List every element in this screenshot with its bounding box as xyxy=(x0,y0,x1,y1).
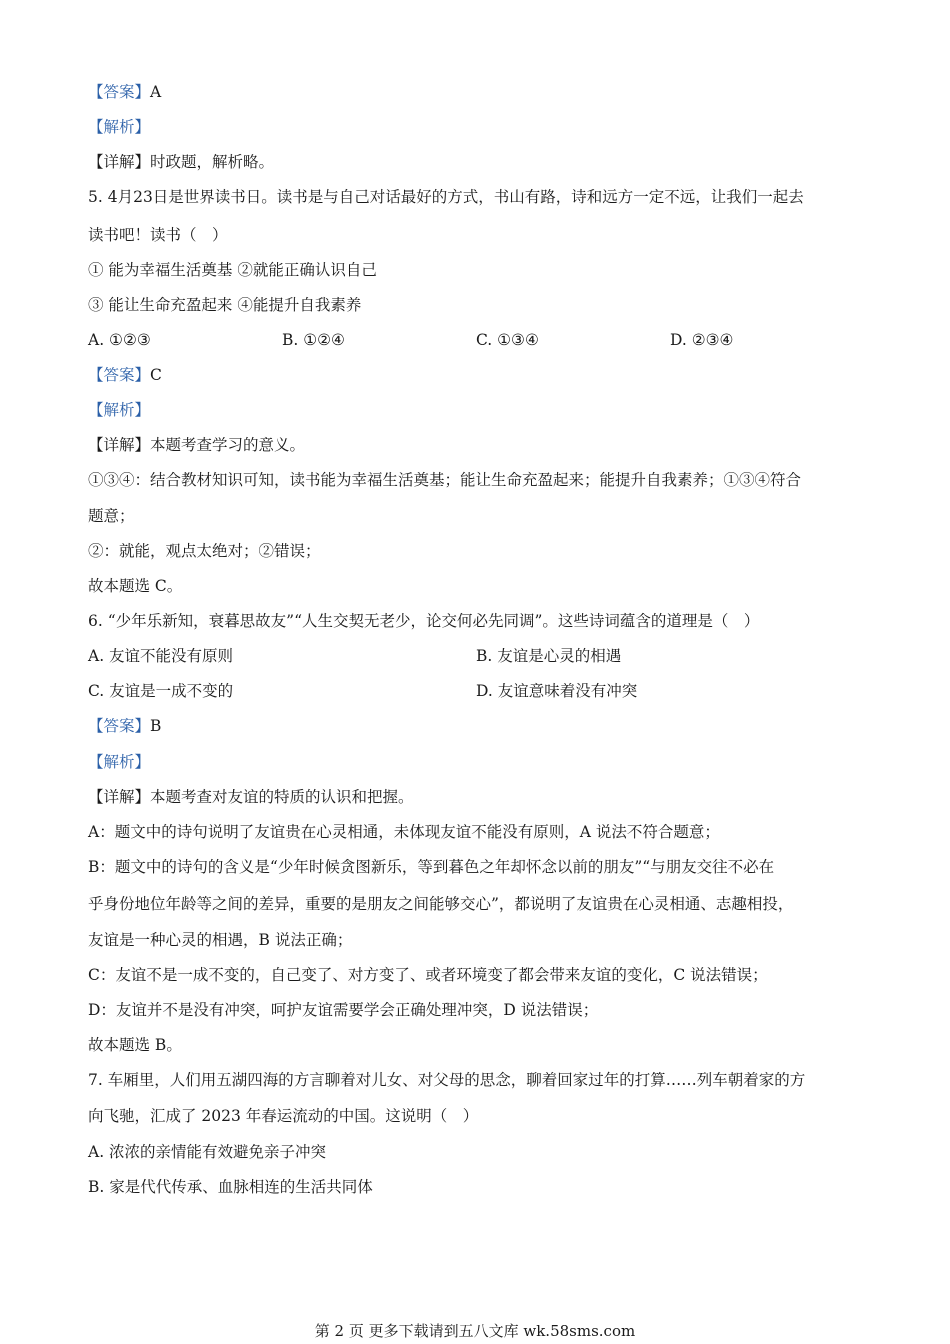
detail-tag: 【详解】 xyxy=(88,788,151,806)
q6-stem: 6. “少年乐新知，衰暮思故友”“人生交契无老少，论交何必先同调”。这些诗词蕴含的道理是（ ） xyxy=(88,612,760,630)
detail-text: 时政题，解析略。 xyxy=(150,153,275,171)
q5-answer-line xyxy=(88,365,162,385)
q5-conclusion: 故本题选 C。 xyxy=(88,577,183,595)
q6-option-c: C. 友谊是一成不变的 xyxy=(88,682,234,700)
q4-answer-line xyxy=(88,82,161,102)
answer-tag: 【答案】 xyxy=(88,366,151,384)
q6-conclusion: 故本题选 B。 xyxy=(88,1036,182,1054)
answer-value: A xyxy=(150,83,162,101)
q6-option-a: A. 友谊不能没有原则 xyxy=(88,647,234,665)
q5-stem-line2: 读书吧！读书（ ） xyxy=(88,226,228,244)
answer-value: C xyxy=(150,366,162,384)
q5-detail-line xyxy=(88,435,305,455)
q6-explanation-c: C：友谊不是一成不变的，自己变了、对方变了、或者环境变了都会带来友谊的变化，C 说法错误； xyxy=(88,966,768,984)
q7-option-a: A. 浓浓的亲情能有效避免亲子冲突 xyxy=(88,1143,327,1161)
page-footer: 第 2 页 更多下载请到五八文库 wk.58sms.com xyxy=(314,1322,636,1340)
detail-tag: 【详解】 xyxy=(88,436,151,454)
analysis-tag: 【解析】 xyxy=(88,118,151,136)
analysis-tag: 【解析】 xyxy=(88,401,151,419)
q5-explanation-2: ②：就能，观点太绝对；②错误； xyxy=(88,542,321,560)
q6-answer-line xyxy=(88,716,161,736)
q5-items-line2: ③ 能让生命充盈起来 ④能提升自我素养 xyxy=(88,296,362,314)
q5-option-a: A. ①②③ xyxy=(88,331,151,349)
detail-text: 本题考查对友谊的特质的认识和把握。 xyxy=(150,788,414,806)
detail-text: 本题考查学习的意义。 xyxy=(150,436,306,454)
q6-explanation-b-line2: 乎身份地位年龄等之间的差异，重要的是朋友之间能够交心”，都说明了友谊贵在心灵相通、志趣相投， xyxy=(88,895,794,913)
q5-stem-line1: 5. 4月23日是世界读书日。读书是与自己对话最好的方式，书山有路，诗和远方一定不远，让我们一起去 xyxy=(88,188,804,206)
q6-explanation-a: A：题文中的诗句说明了友谊贵在心灵相通，未体现友谊不能没有原则，A 说法不符合题意； xyxy=(88,823,720,841)
answer-tag: 【答案】 xyxy=(88,83,151,101)
q6-option-b: B. 友谊是心灵的相遇 xyxy=(476,647,622,665)
analysis-tag: 【解析】 xyxy=(88,753,151,771)
q5-option-c: C. ①③④ xyxy=(476,331,539,349)
q6-explanation-b-line3: 友谊是一种心灵的相遇，B 说法正确； xyxy=(88,931,353,949)
answer-tag: 【答案】 xyxy=(88,717,151,735)
q6-option-d: D. 友谊意味着没有冲突 xyxy=(476,682,638,700)
q5-items-line1: ① 能为幸福生活奠基 ②就能正确认识自己 xyxy=(88,261,377,279)
q5-explanation-1-line1: ①③④：结合教材知识可知，读书能为幸福生活奠基；能让生命充盈起来；能提升自我素养；①③④符合 xyxy=(88,471,802,489)
q6-explanation-d: D：友谊并不是没有冲突，呵护友谊需要学会正确处理冲突，D 说法错误； xyxy=(88,1001,599,1019)
q5-explanation-1-line2: 题意； xyxy=(88,507,135,525)
q4-detail-line xyxy=(88,152,274,172)
q6-explanation-b-line1: B：题文中的诗句的含义是“少年时候贪图新乐，等到暮色之年却怀念以前的朋友”“与朋友交往不必在 xyxy=(88,858,775,876)
detail-tag: 【详解】 xyxy=(88,153,151,171)
q7-stem-line1: 7. 车厢里，人们用五湖四海的方言聊着对儿女、对父母的思念，聊着回家过年的打算……列车朝着家的方 xyxy=(88,1071,806,1089)
q6-detail-line xyxy=(88,787,414,807)
answer-value: B xyxy=(150,717,162,735)
q5-option-d: D. ②③④ xyxy=(670,331,734,349)
q5-option-b: B. ①②④ xyxy=(282,331,345,349)
q7-stem-line2: 向飞驰，汇成了 2023 年春运流动的中国。这说明（ ） xyxy=(88,1107,479,1125)
q7-option-b: B. 家是代代传承、血脉相连的生活共同体 xyxy=(88,1178,373,1196)
